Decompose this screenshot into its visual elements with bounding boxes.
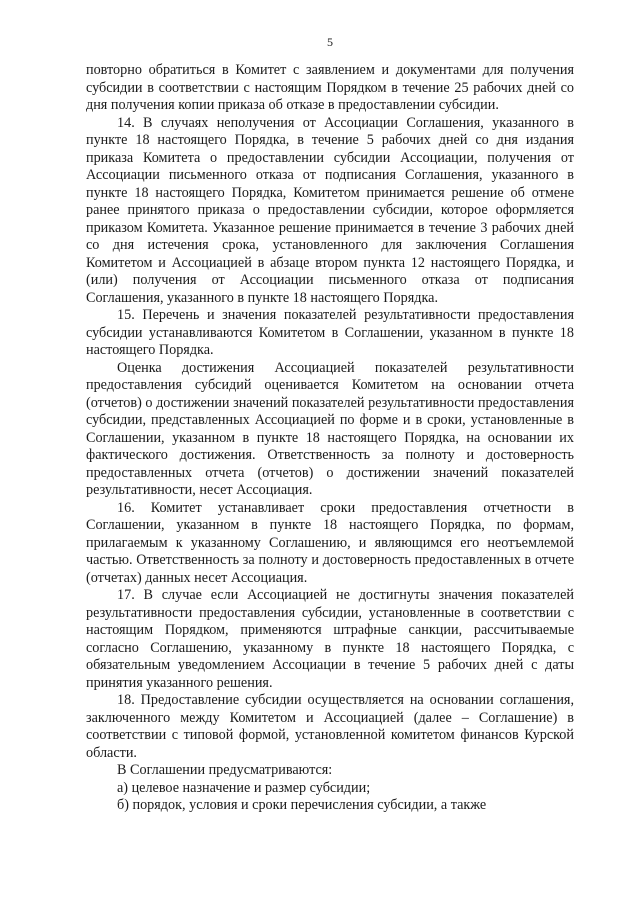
agreement-intro: В Соглашении предусматриваются: [117,762,333,778]
paragraph-17: 17. В случае если Ассоциацией не достигнуты значения показателей результативности предоставления субсидии, установленные в соответствии с настоящим Порядком, применяются штрафные санкции, рассчитываемые согласно Соглашению, указанному в пункте 18 настоящего Порядка, с обязательным уведомлением Ассоциации в течение 5 рабочих дней с даты принятия указанного решения. [86,587,574,691]
paragraph-15-assessment: Оценка достижения Ассоциацией показателей результативности предоставления субсидий оценивается Комитетом на основании отчета (отчетов) о достижении значений показателей результативности предоставления субсидии, представленных Ассоциацией по форме и в сроки, установленные в Соглашении, указанном в пункте 18 настоящего Порядка, на основании их фактического достижения. Ответственность за полноту и достоверность предоставленных отчета (отчетов) о достижении значений показателей результативности, несет Ассоциация. [86,359,574,498]
paragraph-18: 18. Предоставление субсидии осуществляется на основании соглашения, заключенного между Комитетом и Ассоциацией (далее – Соглашение) в соответствии с типовой формой, установленной комитетом финансов Курской области. [86,692,574,761]
paragraph-15: 15. Перечень и значения показателей результативности предоставления субсидии устанавливаются Комитетом в Соглашении, указанном в пункте 18 настоящего Порядка. [86,307,574,358]
page-number: 5 [327,35,333,49]
list-item-b: б) порядок, условия и сроки перечисления субсидии, а также [117,797,487,813]
list-item-a: а) целевое назначение и размер субсидии; [117,779,371,796]
paragraph-continuation: повторно обратиться в Комитет с заявлением и документами для получения субсидии в соответствии с настоящим Порядком в течение 25 рабочих дней со дня получения копии приказа об отказе в предоставлении субсидии. [86,62,574,113]
paragraph-14: 14. В случаях неполучения от Ассоциации Соглашения, указанного в пункте 18 настоящего Порядка, в течение 5 рабочих дней со дня издания приказа Комитета о предоставлении субсидии Ассоциации, получения от Ассоциации письменного отказа от подписания Соглашения, указанного в пункте 18 настоящего Порядка, Комитетом принимается решение об отмене ранее принятого приказа о предоставлении субсидии, которое оформляется приказом Комитета. Указанное решение принимается в течение 3 рабочих дней со дня истечения срока, установленного для заключения Соглашения Комитетом и Ассоциацией в абзаце втором пункта 12 настоящего Порядка, и (или) получения от Ассоциации письменного отказа от подписания Соглашения, указанного в пункте 18 настоящего Порядка. [86,114,574,306]
paragraph-16: 16. Комитет устанавливает сроки предоставления отчетности в Соглашении, указанном в пункте 18 настоящего Порядка, по формам, прилагаемым к указанному Соглашению, и являющимся его неотъемлемой частью. Ответственность за полноту и достоверность предоставленных в отчете (отчетах) данных несет Ассоциация. [86,499,574,586]
document-body [86,62,574,815]
